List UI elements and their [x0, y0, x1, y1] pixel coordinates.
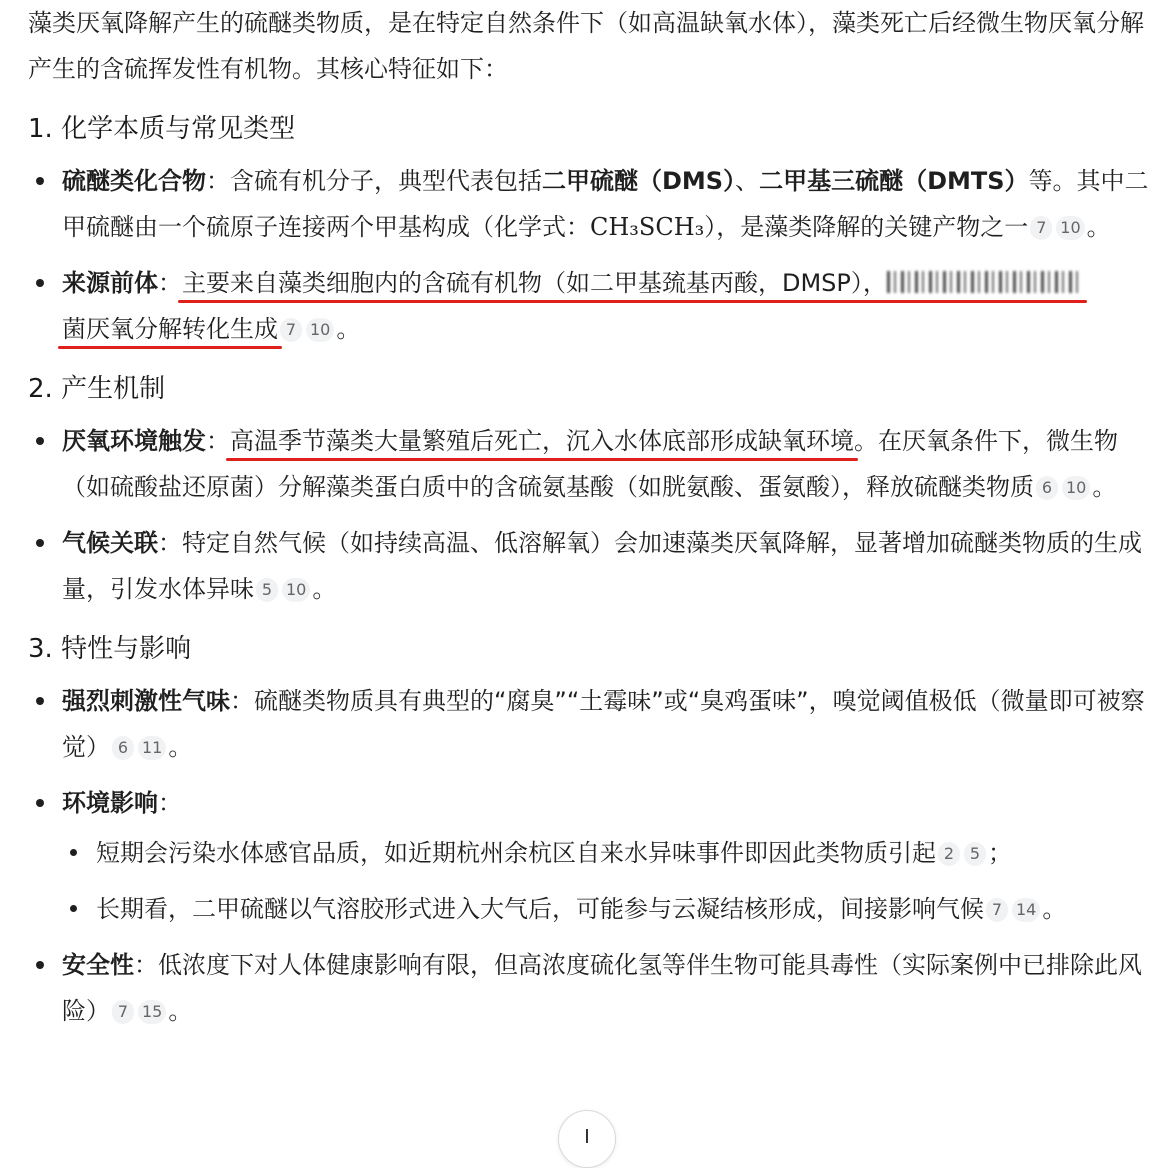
- citation-badge[interactable]: 11: [138, 736, 166, 760]
- item-text: 短期会污染水体感官品质，如近期杭州余杭区自来水异味事件即因此类物质引起: [96, 839, 936, 867]
- underlined-text: 菌厌氧分解转化生成: [62, 315, 278, 343]
- section-list-mechanism: [28, 418, 1150, 612]
- item-text: 长期看，二甲硫醚以气溶胶形式进入大气后，可能参与云凝结核形成，间接影响气候: [96, 895, 984, 923]
- citation-badge[interactable]: 7: [280, 318, 302, 342]
- underlined-text: 高温季节藻类大量繁殖后死亡，沉入水体底部形成缺氧环境: [230, 427, 854, 455]
- item-text: 。在厌氧条件下，微生物（如硫酸盐还原菌）分解藻类蛋白质中的含硫氨基酸（如胱氨酸、蛋氨酸），释放硫醚类物质: [62, 427, 1118, 501]
- item-end-punct: 。: [1086, 213, 1111, 241]
- term-separator: ：: [158, 529, 182, 557]
- section-list-properties: [28, 678, 1150, 1034]
- citation-badge[interactable]: 5: [964, 842, 986, 866]
- citation-badge[interactable]: 10: [1062, 476, 1090, 500]
- term-separator: ：: [206, 427, 230, 455]
- item-end-punct: 。: [168, 997, 193, 1025]
- section-list-chemistry: [28, 158, 1150, 352]
- item-end-punct: 。: [312, 575, 337, 603]
- item-text: 特定自然气候（如持续高温、低溶解氧）会加速藻类厌氧降解，显著增加硫醚类物质的生成量，引发水体异味: [62, 529, 1142, 603]
- citation-badge[interactable]: 5: [256, 578, 278, 602]
- citation-badge[interactable]: 14: [1012, 898, 1040, 922]
- term-separator: ：: [134, 951, 158, 979]
- section-heading-mechanism: 2. 产生机制: [28, 374, 166, 404]
- underlined-text-part: 主要来自藻类细胞内的含硫有机物（如二甲基巯基丙酸，DMSP），: [182, 269, 887, 297]
- list-item-anaerobic-trigger: [28, 418, 1150, 510]
- item-end-punct: 。: [1092, 473, 1117, 501]
- scroll-down-button[interactable]: [558, 1110, 616, 1168]
- citation-badge[interactable]: 7: [1030, 216, 1052, 240]
- sub-list-item: [28, 886, 1150, 932]
- list-item-source-precursor: [28, 260, 1150, 352]
- list-item-safety: [28, 942, 1150, 1034]
- item-term: 硫醚类化合物: [62, 167, 206, 195]
- document-body: [28, 0, 1150, 1044]
- term-separator: ：: [230, 687, 254, 715]
- item-text: 含硫有机分子，典型代表包括: [230, 167, 542, 195]
- citation-badge[interactable]: 6: [112, 736, 134, 760]
- list-item-sulfide-compounds: [28, 158, 1150, 250]
- redacted-text: [887, 271, 1083, 293]
- list-item-odor: [28, 678, 1150, 770]
- intro-paragraph: 藻类厌氧降解产生的硫醚类物质，是在特定自然条件下（如高温缺氧水体），藻类死亡后经微生物厌氧分解产生的含硫挥发性有机物。其核心特征如下：: [28, 9, 1144, 83]
- item-end-punct: 。: [1042, 895, 1067, 923]
- item-text: ），是藻类降解的关键产物之一: [704, 213, 1029, 241]
- sub-list-item: [28, 830, 1150, 876]
- citation-badge[interactable]: 10: [306, 318, 334, 342]
- item-text: 等。其中二甲硫醚由一个硫原子连接两个甲基构成（化学式：: [62, 167, 1149, 241]
- item-text: 硫醚类物质具有典型的“腐臭”“土霉味”或“臭鸡蛋味”，嗅觉阈值极低（微量即可被察觉）: [62, 687, 1145, 761]
- item-term: 来源前体: [62, 269, 158, 297]
- section-heading-chemistry: 1. 化学本质与常见类型: [28, 114, 296, 144]
- citation-badge[interactable]: 10: [1056, 216, 1084, 240]
- citation-badge[interactable]: 7: [112, 1000, 134, 1024]
- item-term: 安全性: [62, 951, 134, 979]
- term-separator: ：: [206, 167, 230, 195]
- term-separator: ：: [158, 789, 182, 817]
- citation-badge[interactable]: 7: [986, 898, 1008, 922]
- item-bold-dmts: 二甲基三硫醚（DMTS）: [759, 167, 1029, 195]
- item-text: 低浓度下对人体健康影响有限，但高浓度硫化氢等伴生物可能具毒性（实际案例中已排除此风险）: [62, 951, 1142, 1025]
- item-end-punct: ；: [988, 839, 1012, 867]
- item-term: 环境影响: [62, 789, 158, 817]
- item-term: 厌氧环境触发: [62, 427, 206, 455]
- item-end-punct: 。: [336, 315, 361, 343]
- citation-badge[interactable]: 15: [138, 1000, 166, 1024]
- list-item-climate-link: [28, 520, 1150, 612]
- citation-badge[interactable]: 2: [938, 842, 960, 866]
- citation-badge[interactable]: 10: [282, 578, 310, 602]
- item-term: 气候关联: [62, 529, 158, 557]
- item-bold-dms: 二甲硫醚（DMS）: [542, 167, 736, 195]
- term-separator: ：: [158, 269, 182, 297]
- item-text: 、: [735, 167, 760, 195]
- citation-badge[interactable]: 6: [1036, 476, 1058, 500]
- chemical-formula: CH₃SCH₃: [590, 213, 705, 241]
- underlined-text: [182, 269, 1083, 297]
- item-term: 强烈刺激性气味: [62, 687, 230, 715]
- arrow-down-icon: [586, 1129, 588, 1143]
- section-heading-properties: 3. 特性与影响: [28, 634, 192, 664]
- list-item-environment: [28, 780, 1150, 932]
- item-end-punct: 。: [168, 733, 193, 761]
- sub-list-environment: [28, 830, 1150, 932]
